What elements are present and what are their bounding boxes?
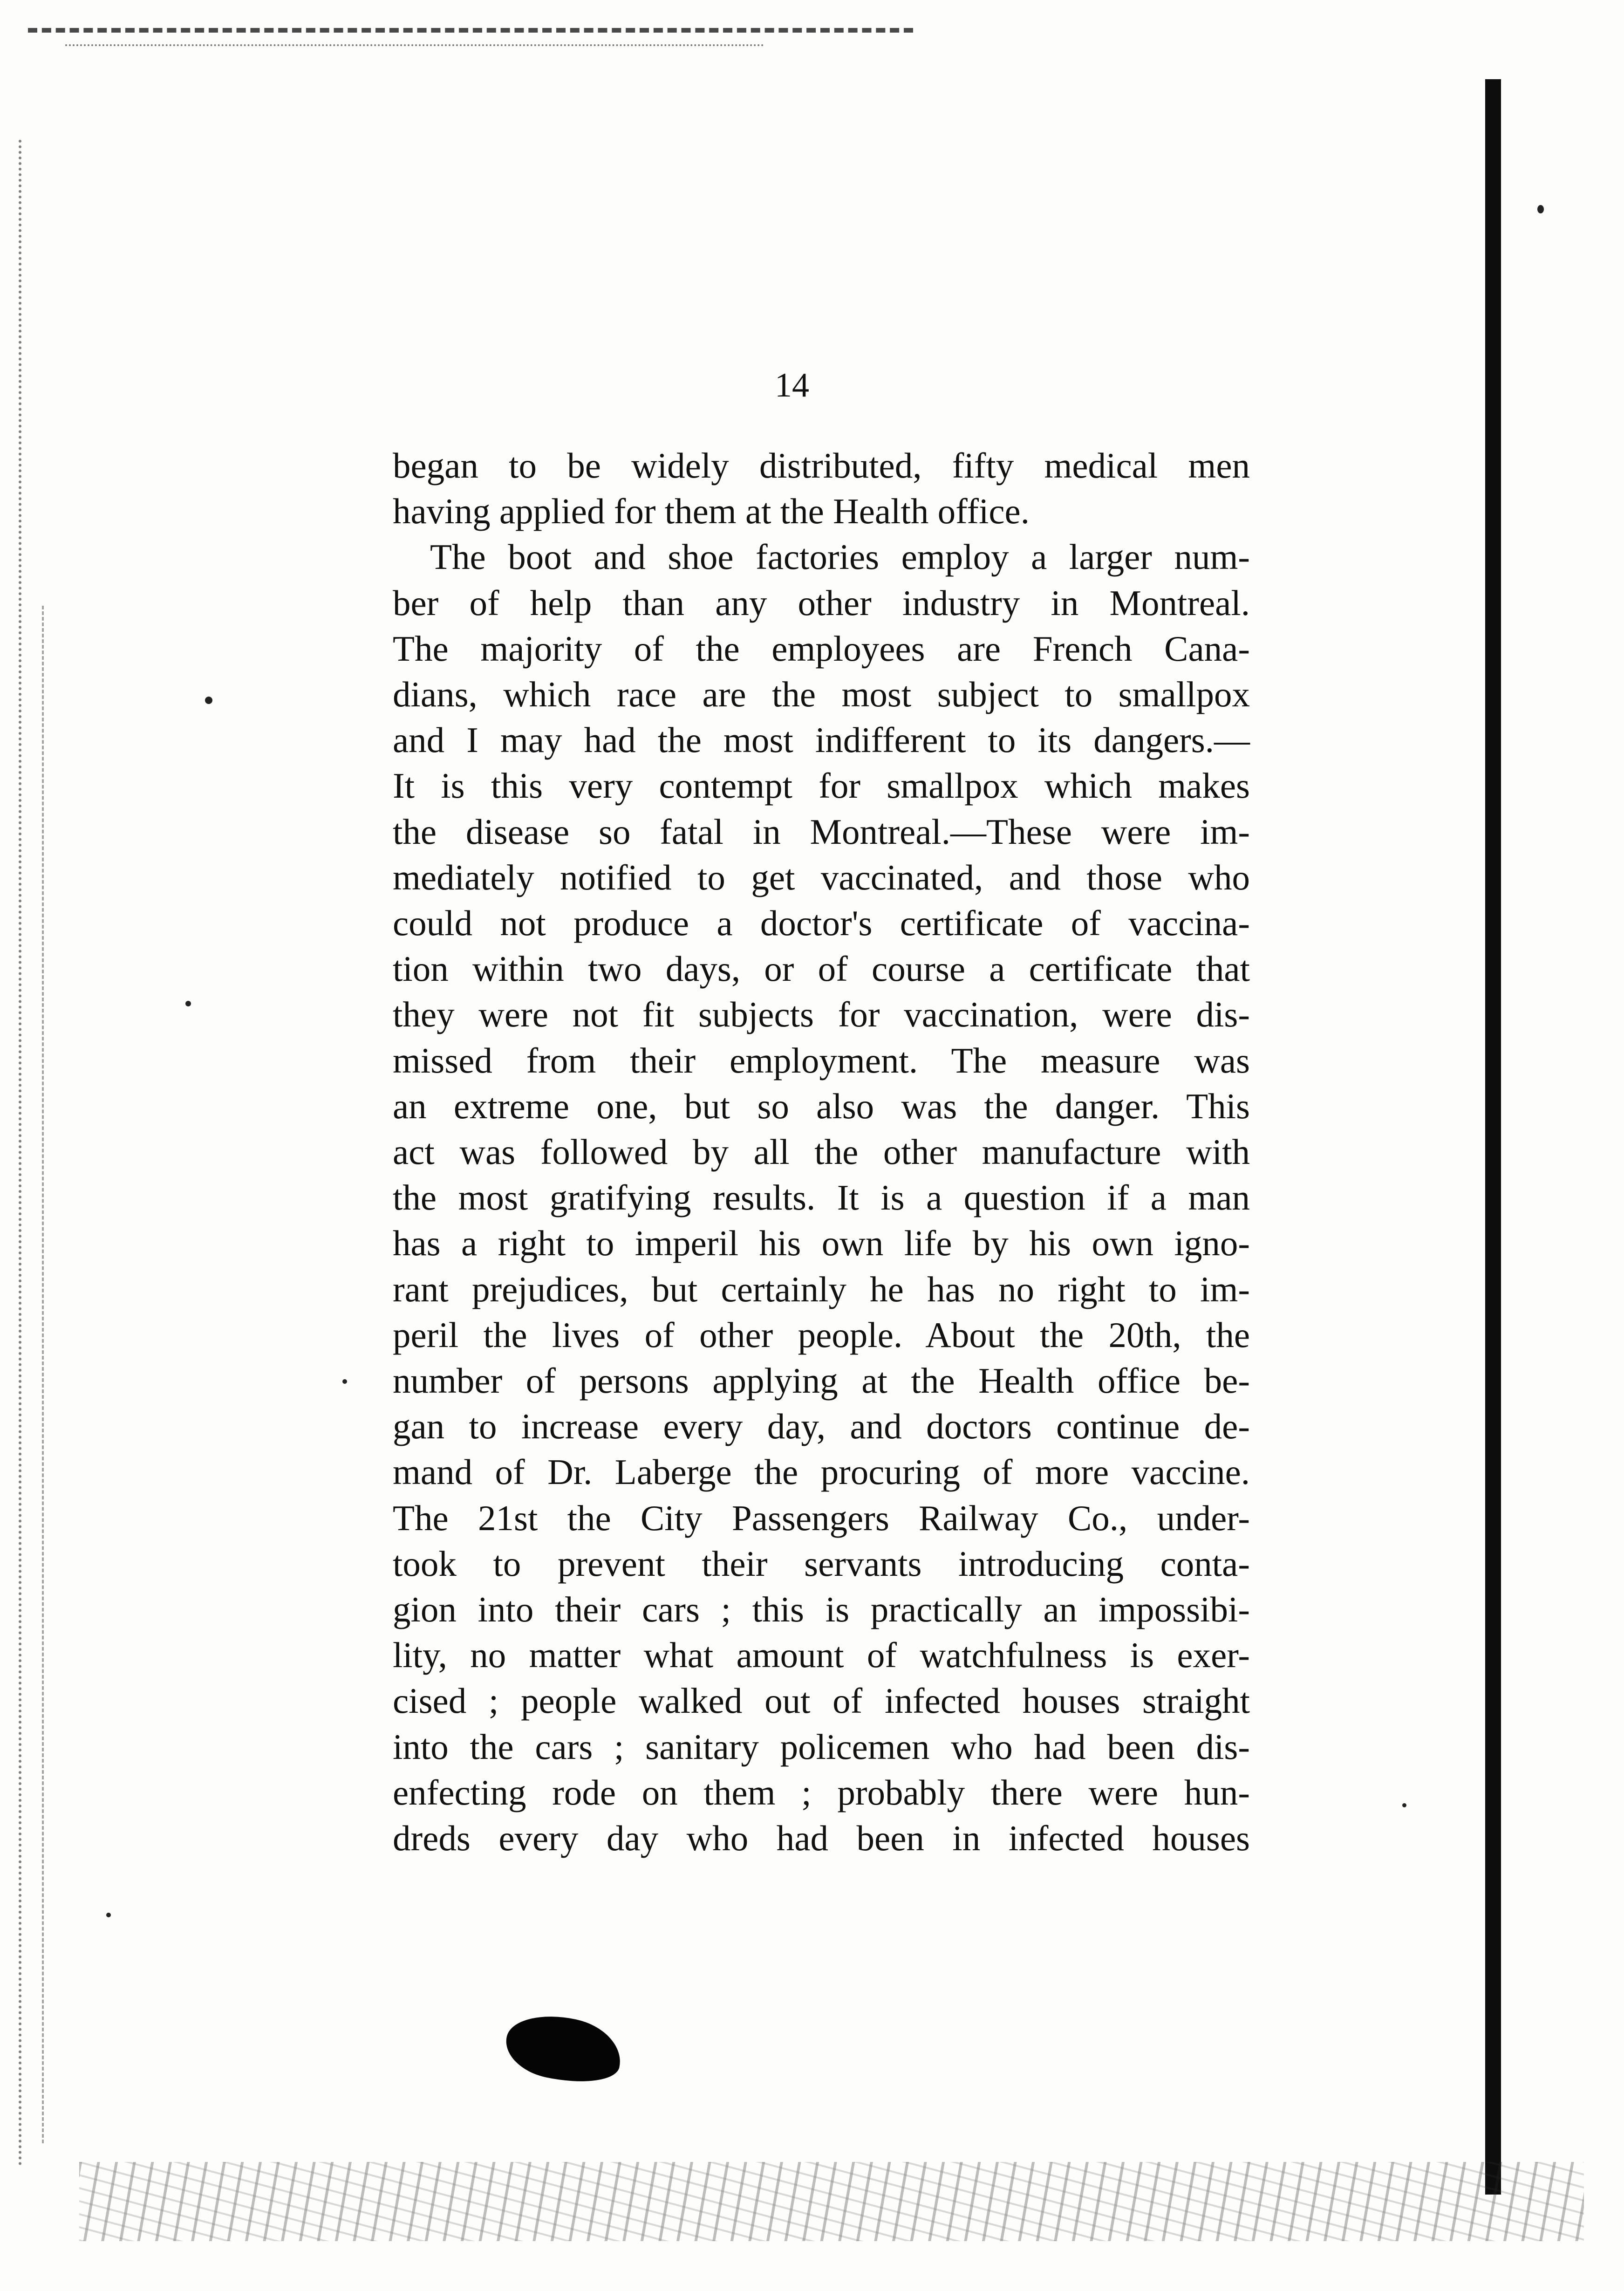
text-line: began to be widely distributed, fifty medical men bbox=[393, 445, 1250, 486]
scan-artifact-right-border bbox=[1485, 79, 1501, 2195]
text-line: mediately notified to get vaccinated, and those who bbox=[393, 857, 1250, 897]
text-line: act was followed by all the other manufacture with bbox=[393, 1132, 1250, 1172]
text-line: rant prejudices, but certainly he has no right to im- bbox=[393, 1269, 1250, 1309]
text-line: gion into their cars ; this is practically an impossibi- bbox=[393, 1589, 1250, 1630]
scan-speck bbox=[1402, 1803, 1406, 1807]
text-line: It is this very contempt for smallpox which makes bbox=[393, 766, 1250, 806]
text-line: tion within two days, or of course a certificate that bbox=[393, 949, 1250, 989]
text-line: dians, which race are the most subject to smallpox bbox=[393, 674, 1250, 715]
scan-speck bbox=[106, 1913, 111, 1917]
ink-blot bbox=[500, 2006, 628, 2092]
text-line: into the cars ; sanitary policemen who had been dis- bbox=[393, 1726, 1250, 1767]
text-line: the most gratifying results. It is a question if a man bbox=[393, 1177, 1250, 1218]
text-line: took to prevent their servants introducing conta- bbox=[393, 1543, 1250, 1584]
page-number: 14 bbox=[775, 366, 809, 404]
text-line: gan to increase every day, and doctors continue de- bbox=[393, 1406, 1250, 1447]
text-line: peril the lives of other people. About the 20th, the bbox=[393, 1314, 1250, 1355]
scan-speck bbox=[185, 1001, 191, 1006]
scan-artifact-left-edge-inner bbox=[42, 606, 44, 2143]
text-line: mand of Dr. Laberge the procuring of more vaccine. bbox=[393, 1452, 1250, 1492]
scan-artifact-top-dots bbox=[65, 44, 764, 46]
text-line: having applied for them at the Health office. bbox=[393, 491, 1030, 532]
scan-speck bbox=[205, 697, 212, 704]
scan-artifact-top-edge bbox=[28, 28, 913, 33]
text-line: The boot and shoe factories employ a larger num- bbox=[430, 537, 1250, 577]
text-line: and I may had the most indifferent to its dangers.— bbox=[393, 720, 1250, 760]
scan-speck bbox=[342, 1379, 347, 1384]
text-line: lity, no matter what amount of watchfulness is exer- bbox=[393, 1635, 1250, 1676]
text-line: could not produce a doctor's certificate of vaccina- bbox=[393, 903, 1250, 944]
scan-artifact-left-edge bbox=[19, 140, 21, 2167]
text-line: The majority of the employees are French Cana- bbox=[393, 628, 1250, 669]
text-line: cised ; people walked out of infected houses straight bbox=[393, 1681, 1250, 1721]
text-line: number of persons applying at the Health office be- bbox=[393, 1361, 1250, 1401]
text-line: they were not fit subjects for vaccination, were dis- bbox=[393, 994, 1250, 1035]
scan-artifact-bottom-edge bbox=[79, 2162, 1584, 2241]
text-line: has a right to imperil his own life by his own igno- bbox=[393, 1223, 1250, 1264]
text-line: the disease so fatal in Montreal.—These were im- bbox=[393, 811, 1250, 852]
text-line: ber of help than any other industry in Montreal. bbox=[393, 582, 1250, 623]
text-line: missed from their employment. The measure was bbox=[393, 1040, 1250, 1081]
text-line: The 21st the City Passengers Railway Co., under- bbox=[393, 1498, 1250, 1538]
text-line: enfecting rode on them ; probably there were hun- bbox=[393, 1772, 1250, 1812]
text-line: an extreme one, but so also was the danger. This bbox=[393, 1086, 1250, 1126]
text-line: dreds every day who had been in infected houses bbox=[393, 1818, 1250, 1859]
scan-speck bbox=[1537, 205, 1544, 213]
body-text bbox=[393, 443, 1250, 1861]
